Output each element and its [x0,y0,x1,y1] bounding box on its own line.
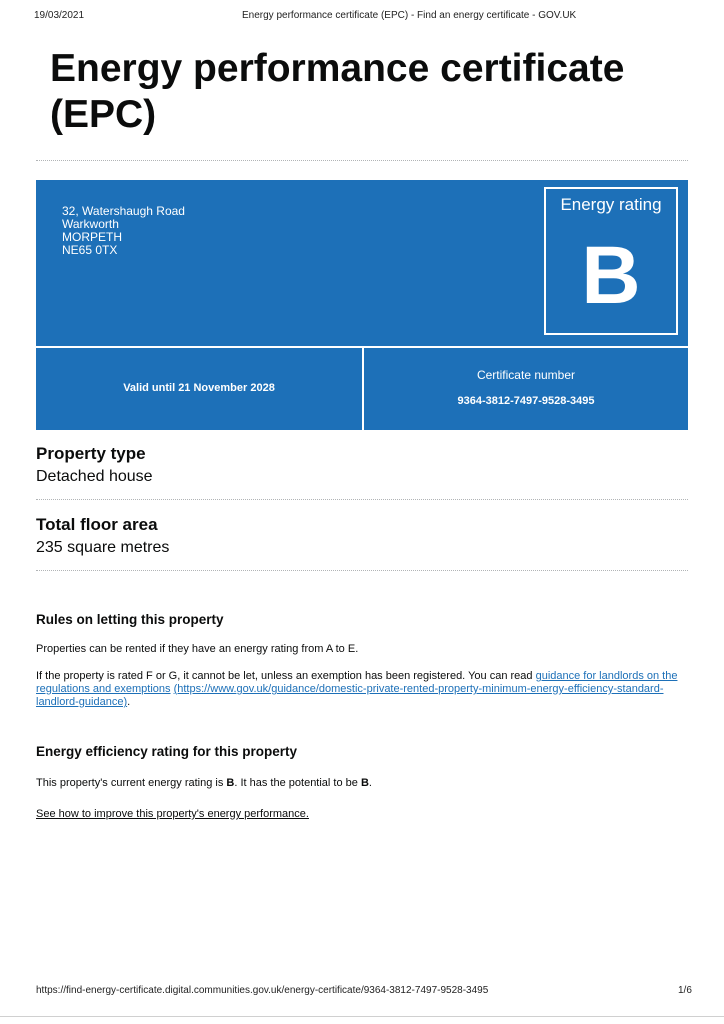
address-line-3: MORPETH [62,230,122,244]
print-page-number: 1/6 [678,985,692,996]
letting-rules-end: . [127,696,131,708]
efficiency-heading: Energy efficiency rating for this property [36,744,298,759]
address-line-4: NE65 0TX [62,243,118,257]
potential-rating: B [360,777,369,789]
address-line-2: Warkworth [62,217,119,231]
efficiency-text-prefix: This property's current energy rating is [36,777,227,789]
property-address [62,205,185,257]
floor-area-value: 235 square metres [36,539,170,556]
divider [36,499,688,500]
divider [36,160,688,161]
improve-performance-link[interactable]: See how to improve this property's energy performance. [36,808,309,820]
landlord-guidance-link[interactable]: guidance for landlords on the regulations and exemptions [36,670,678,695]
floor-area-heading: Total floor area [36,515,158,534]
certificate-number: 9364-3812-7497-9528-3495 [457,395,595,407]
print-date: 19/03/2021 [34,10,85,21]
landlord-guidance-url-link[interactable]: (https://www.gov.uk/guidance/domestic-private-rented-property-minimum-energy-efficiency-standard-landlord-guidance) [36,683,664,708]
letting-rules-paragraph-2 [36,670,692,709]
print-page-title: Energy performance certificate (EPC) - Find an energy certificate - GOV.UK [242,10,577,21]
efficiency-sentence [36,777,688,790]
letting-rules-heading: Rules on letting this property [36,612,224,627]
certificate-number-panel [364,348,688,430]
letting-rules-paragraph-1: Properties can be rented if they have an energy rating from A to E. [36,643,359,655]
property-type-heading: Property type [36,444,146,463]
energy-rating-letter: B [581,230,641,321]
efficiency-text-middle: . It has the potential to be [234,777,361,789]
page-title: Energy performance certificate (EPC) [50,47,625,136]
property-type-value: Detached house [36,468,153,485]
current-rating: B [226,777,235,789]
page-edge-line [0,1016,724,1017]
energy-rating-label: Energy rating [560,195,662,214]
energy-rating-box [544,187,678,335]
address-line-1: 32, Watershaugh Road [62,204,185,218]
print-footer-url: https://find-energy-certificate.digital.communities.gov.uk/energy-certificate/9364-3812-7497-9528-3495 [36,985,489,996]
efficiency-text-suffix: . [368,777,372,789]
valid-until: Valid until 21 November 2028 [123,382,275,394]
divider [36,570,688,571]
letting-rules-text: If the property is rated F or G, it cannot be let, unless an exemption has been registered. You can read [36,670,536,682]
certificate-number-label: Certificate number [476,368,576,382]
